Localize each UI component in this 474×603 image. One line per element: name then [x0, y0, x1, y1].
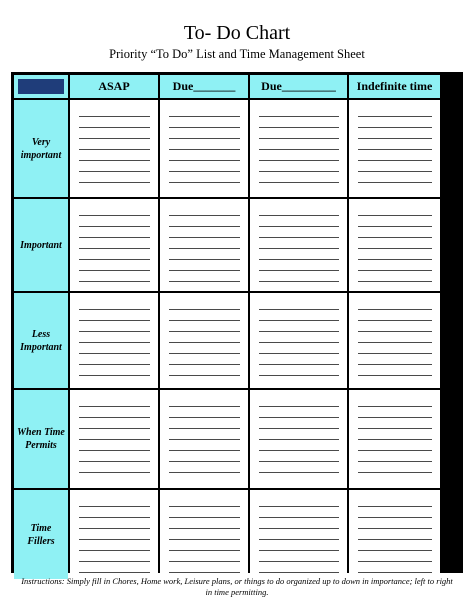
- column-header-due-1: Due_______: [160, 75, 248, 98]
- writing-lines: [169, 498, 240, 573]
- writing-lines: [79, 301, 150, 382]
- task-cell[interactable]: [250, 293, 347, 388]
- row-label-when-time-permits: When Time Permits: [14, 390, 68, 488]
- writing-lines: [169, 398, 240, 482]
- task-cell[interactable]: [70, 390, 158, 488]
- writing-lines: [169, 301, 240, 382]
- corner-fill: [18, 79, 64, 94]
- task-cell[interactable]: [250, 199, 347, 291]
- task-cell[interactable]: [160, 293, 248, 388]
- row-label-very-important: Very important: [14, 100, 68, 197]
- column-header-indefinite-time: Indefinite time: [349, 75, 440, 98]
- writing-lines: [169, 207, 240, 285]
- writing-lines: [259, 398, 339, 482]
- task-cell[interactable]: [70, 100, 158, 197]
- writing-lines: [79, 108, 150, 191]
- row-label-important: Important: [14, 199, 68, 291]
- task-cell[interactable]: [160, 199, 248, 291]
- task-cell[interactable]: [160, 390, 248, 488]
- writing-lines: [358, 301, 432, 382]
- writing-lines: [79, 398, 150, 482]
- task-cell[interactable]: [250, 390, 347, 488]
- task-cell[interactable]: [349, 390, 440, 488]
- task-cell[interactable]: [250, 100, 347, 197]
- writing-lines: [259, 301, 339, 382]
- writing-lines: [79, 207, 150, 285]
- todo-grid: [11, 72, 463, 573]
- task-cell[interactable]: [250, 490, 347, 579]
- column-header-due-2: Due_________: [250, 75, 347, 98]
- column-header-asap: ASAP: [70, 75, 158, 98]
- writing-lines: [358, 207, 432, 285]
- task-cell[interactable]: [70, 199, 158, 291]
- writing-lines: [358, 498, 432, 573]
- task-cell[interactable]: [349, 199, 440, 291]
- task-cell[interactable]: [349, 293, 440, 388]
- writing-lines: [358, 398, 432, 482]
- task-cell[interactable]: [70, 490, 158, 579]
- writing-lines: [259, 207, 339, 285]
- task-cell[interactable]: [160, 490, 248, 579]
- task-cell[interactable]: [160, 100, 248, 197]
- instructions-text: Instructions: Simply fill in Chores, Home work, Leisure plans, or things to do organized up to down in importance; left to right in time permitting.: [21, 576, 453, 597]
- writing-lines: [259, 498, 339, 573]
- corner-cell: [14, 75, 68, 98]
- chart-title: To- Do Chart: [183, 22, 291, 44]
- row-label-time-fillers: Time Fillers: [14, 490, 68, 579]
- task-cell[interactable]: [349, 100, 440, 197]
- task-cell[interactable]: [349, 490, 440, 579]
- task-cell[interactable]: [70, 293, 158, 388]
- chart-subtitle: Priority “To Do” List and Time Management Sheet: [109, 47, 365, 61]
- row-label-less-important: Less Important: [14, 293, 68, 388]
- writing-lines: [259, 108, 339, 191]
- writing-lines: [358, 108, 432, 191]
- writing-lines: [79, 498, 150, 573]
- writing-lines: [169, 108, 240, 191]
